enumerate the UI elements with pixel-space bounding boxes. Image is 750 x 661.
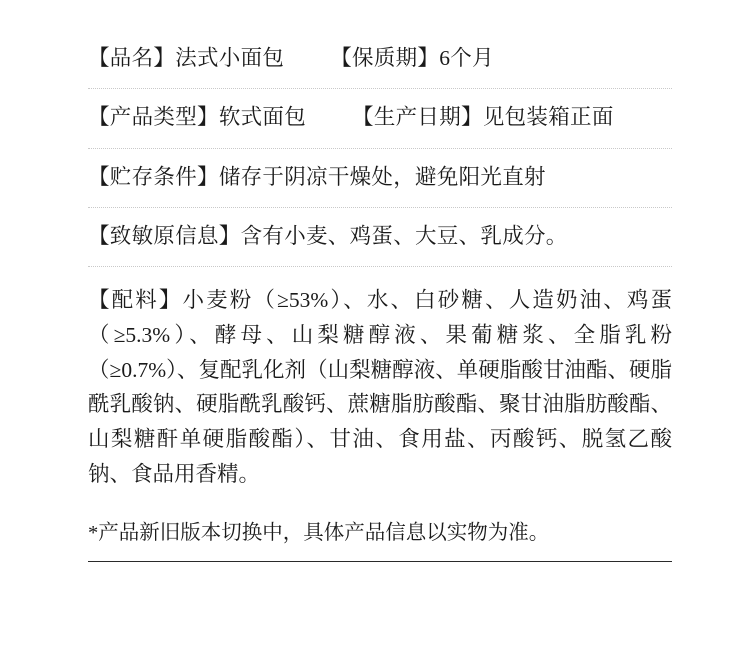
field-value: 6个月 xyxy=(439,46,494,70)
field-value: 储存于阴凉干燥处，避免阳光直射 xyxy=(218,164,546,189)
field-label: 【产品类型】 xyxy=(88,105,219,130)
ingredients-value: 小麦粉（≥53%）、水、白砂糖、人造奶油、鸡蛋（≥5.3%）、酵母、山梨糖醇液、果葡糖浆、全脂乳粉（≥0.7%）、复配乳化剂（山梨糖醇液、单硬脂酸甘油酯、硬脂酰乳酸钠、硬脂酰乳酸钙、蔗糖脂肪酸酯、聚甘油脂肪酸酯、山梨糖酐单硬脂酸酯）、甘油、食用盐、丙酸钙、脱氢乙酸钠、食品用香精。 xyxy=(88,288,672,487)
field-allergen-info xyxy=(88,220,568,252)
field-label: 【品名】 xyxy=(88,46,176,70)
info-row-storage xyxy=(88,149,672,208)
field-value: 软式面包 xyxy=(218,105,307,130)
field-product-type xyxy=(88,101,306,133)
field-product-name xyxy=(88,42,284,74)
field-value: 含有小麦、鸡蛋、大豆、乳成分。 xyxy=(240,223,568,248)
field-storage-condition xyxy=(88,161,546,193)
field-production-date xyxy=(352,101,614,133)
field-label: 【贮存条件】 xyxy=(88,164,219,189)
field-label: 【保质期】 xyxy=(330,46,440,70)
field-value: 见包装箱正面 xyxy=(482,105,614,130)
info-row-allergen xyxy=(88,208,672,267)
field-label: 【致敏原信息】 xyxy=(88,223,241,248)
info-row-type xyxy=(88,89,672,148)
footnote: *产品新旧版本切换中，具体产品信息以实物为准。 xyxy=(88,496,672,562)
field-label: 【生产日期】 xyxy=(352,105,483,130)
ingredients-block xyxy=(88,267,672,496)
info-row-name xyxy=(88,28,672,89)
ingredients-label: 【配料】 xyxy=(88,288,183,312)
field-value: 法式小面包 xyxy=(175,46,285,70)
field-shelf-life xyxy=(330,42,494,74)
